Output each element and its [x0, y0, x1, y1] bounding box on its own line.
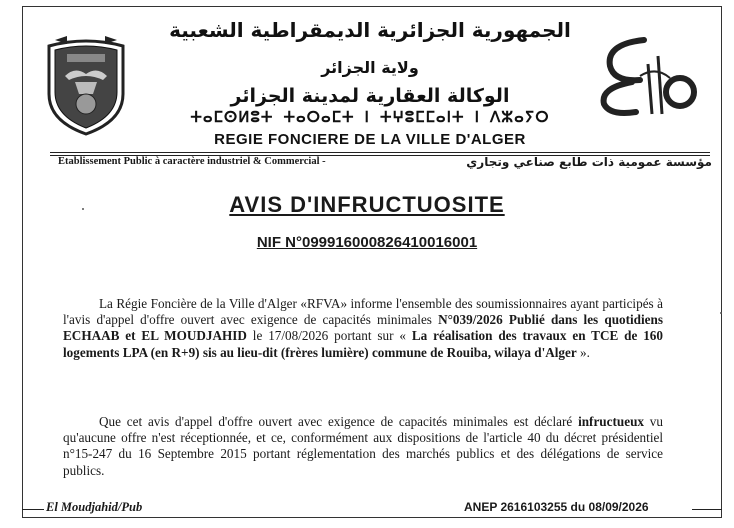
footer-left-dash — [22, 509, 44, 510]
p1-seg-0: La Régie Foncière de la Ville d'Alger «RFVA» informe l'ensemble des soumissionnaires ayant participés à l'avis d'appel d'offre ouvert avec exigence de capacités minimales — [63, 296, 663, 328]
header-subtitle — [58, 155, 712, 173]
subtitle-fr: Etablissement Public à caractère industriel & Commercial - — [58, 156, 326, 167]
notice-nif: NIF N°099916000826410016001 — [256, 234, 478, 251]
header-agency-fr: REGIE FONCIERE DE LA VILLE D'ALGER — [214, 131, 526, 148]
header-republic-name: الجمهورية الجزائرية الديمقراطية الشعبية — [169, 18, 571, 42]
p1-seg-3: La réalisation des travaux en TCE de 160 logements LPA (en R+9) sis au lieu-dit (frères lumière) commune de Rouiba, wilaya d'Alger — [63, 328, 663, 360]
rfva-logo-icon — [592, 36, 700, 118]
p1-seg-1: N°039/2026 Publié dans les quotidiens ECHAAB et EL MOUDJAHID — [63, 312, 663, 344]
notice-title: AVIS D'INFRUCTUOSITE — [229, 192, 505, 217]
scan-speck — [720, 312, 722, 314]
p1-seg-4: ». — [576, 344, 590, 360]
footer-publication: El Moudjahid/Pub — [46, 500, 143, 514]
notice-paragraph-1 — [63, 296, 663, 361]
footer-right-dash — [692, 509, 722, 510]
notice-paragraph-2 — [63, 414, 663, 479]
header-wilaya: ولاية الجزائر — [321, 58, 419, 77]
p2-seg-0: Que cet avis d'appel d'offre ouvert avec exigence de capacités minimales est déclaré — [99, 414, 579, 429]
footer-left — [22, 498, 162, 518]
coat-of-arms-shield-icon — [45, 36, 127, 136]
header-agency-tifinagh: ⵜⴰⵎⵙⵍⵓⵜ ⵜⴰⵔⴰⵎⵜ ⵏ ⵜⵖⵓⵎⵎⴰⵏⵜ ⵏ ⴷⵣⴰⵢⵔ — [190, 108, 550, 126]
footer-anep-ref: ANEP 2616103255 du 08/09/2026 — [464, 500, 649, 514]
scan-speck — [82, 208, 84, 210]
p1-seg-2: le 17/08/2026 portant sur « — [246, 328, 412, 344]
header-rule — [50, 152, 710, 153]
subtitle-ar: مؤسسة عمومية ذات طابع صناعي وتجاري — [466, 155, 712, 169]
p2-seg-1: infructueux — [578, 414, 644, 429]
footer-right — [458, 498, 722, 518]
p2-seg-2: vu qu'aucune offre n'est réceptionnée, et ce, conformément aux dispositions de l'article 40 du décret présidentiel n°15-247 du 16 Septembre 2015 portant réglementation des marchés publics et des délégations de service publics. — [63, 414, 663, 478]
header-agency-ar: الوكالة العقارية لمدينة الجزائر — [230, 85, 510, 107]
